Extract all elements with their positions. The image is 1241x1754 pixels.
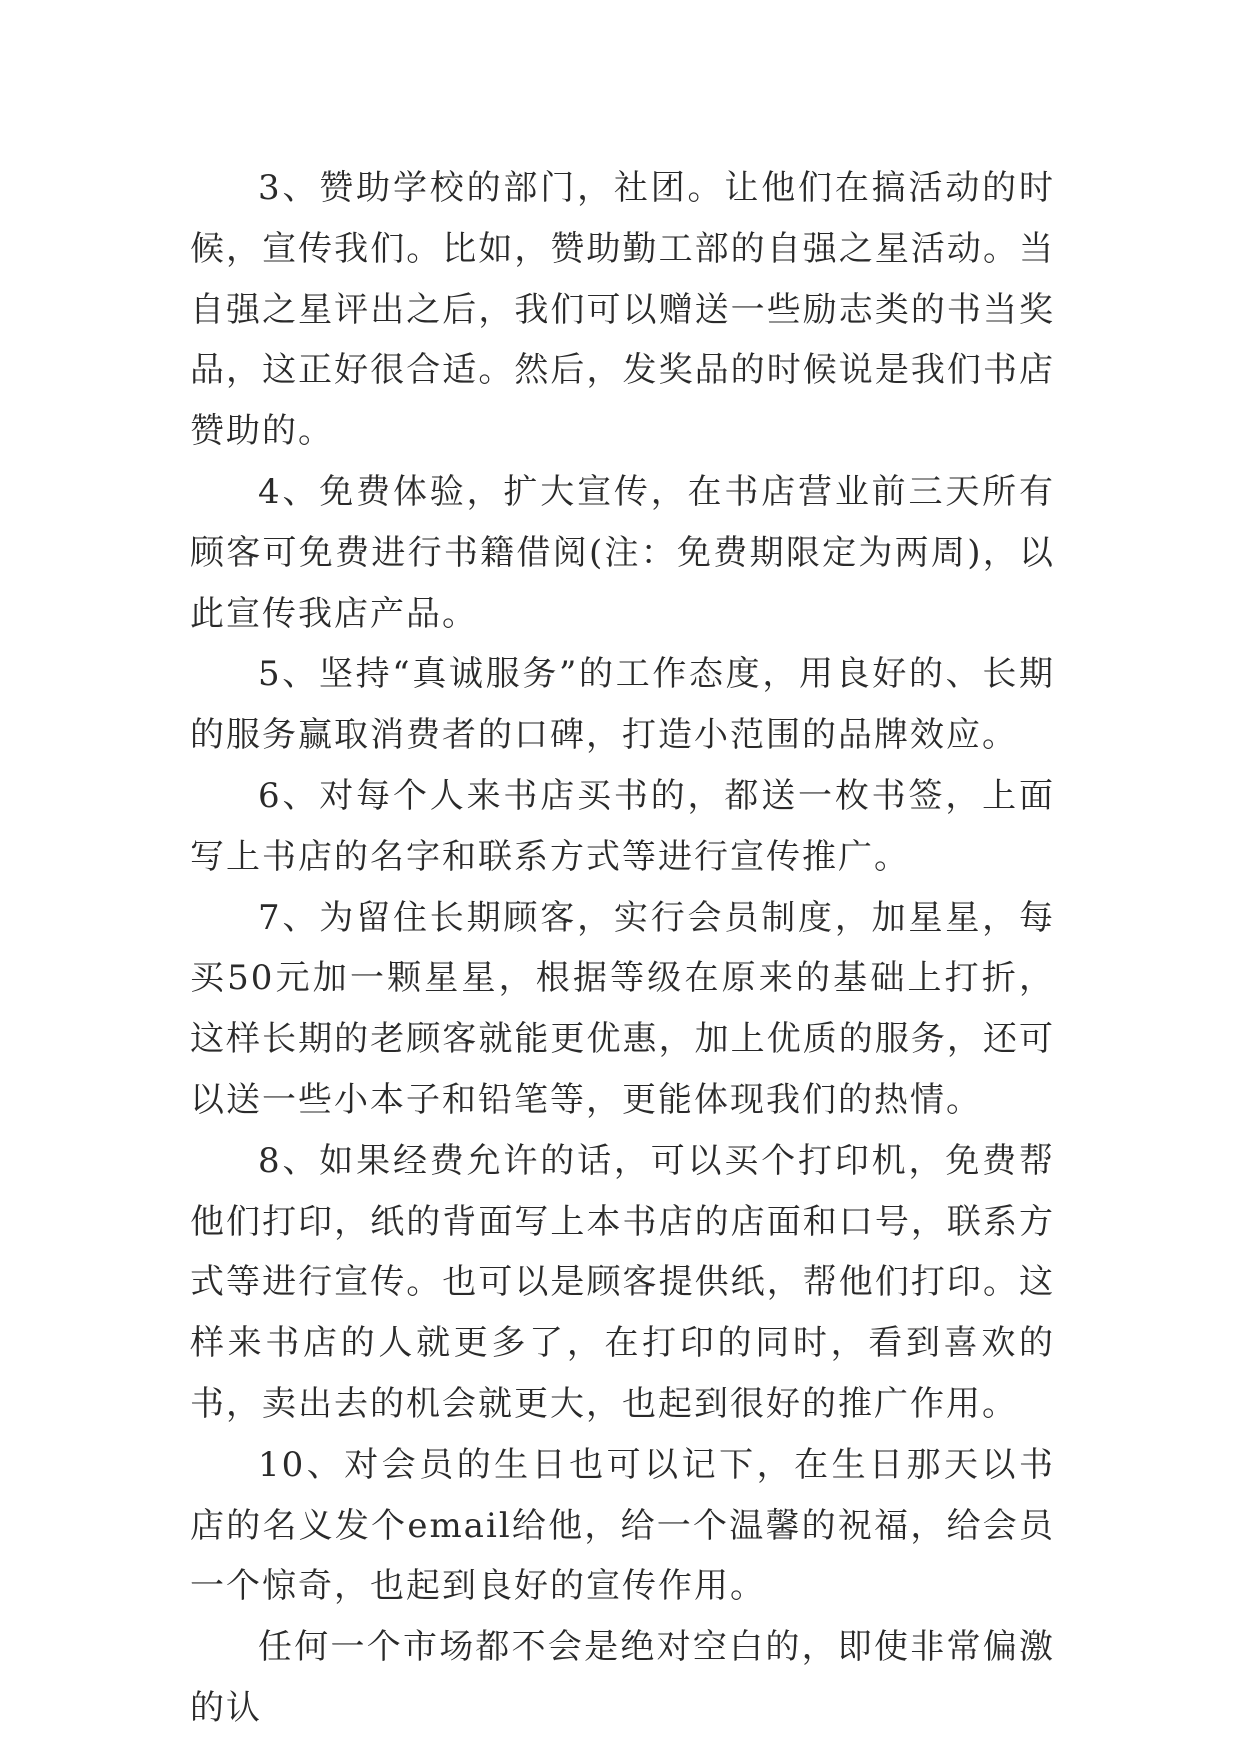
paragraph-sincere-service: 5、坚持“真诚服务”的工作态度，用良好的、长期的服务赢取消费者的口碑，打造小范围的品牌效应。 (190, 654, 1055, 756)
paragraph-market: 任何一个市场都不会是绝对空白的，即使非常偏激的认 (190, 1627, 1055, 1728)
paragraph-free-trial: 4、免费体验，扩大宣传，在书店营业前三天所有顾客可免费进行书籍借阅(注：免费期限定为两周)，以此宣传我店产品。 (190, 471, 1055, 634)
paragraph-sponsor-clubs: 3、赞助学校的部门，社团。让他们在搞活动的时候，宣传我们。比如，赞助勤工部的自强之星活动。当自强之星评出之后，我们可以赠送一些励志类的书当奖品，这正好很合适。然后，发奖品的时候说是我们书店赞助的。 (190, 168, 1055, 452)
document-body (190, 158, 1055, 1739)
paragraph-printer: 8、如果经费允许的话，可以买个打印机，免费帮他们打印，纸的背面写上本书店的店面和口号，联系方式等进行宣传。也可以是顾客提供纸，帮他们打印。这样来书店的人就更多了，在打印的同时，看到喜欢的书，卖出去的机会就更大，也起到很好的推广作用。 (190, 1140, 1055, 1424)
paragraph-birthday-email: 10、对会员的生日也可以记下，在生日那天以书店的名义发个email给他，给一个温馨的祝福，给会员一个惊奇，也起到良好的宣传作用。 (190, 1444, 1055, 1607)
paragraph-membership: 7、为留住长期顾客，实行会员制度，加星星，每买50元加一颗星星，根据等级在原来的基础上打折，这样长期的老顾客就能更优惠，加上优质的服务，还可以送一些小本子和铅笔等，更能体现我们的热情。 (190, 897, 1055, 1120)
paragraph-bookmark: 6、对每个人来书店买书的，都送一枚书签，上面写上书店的名字和联系方式等进行宣传推广。 (190, 775, 1055, 877)
